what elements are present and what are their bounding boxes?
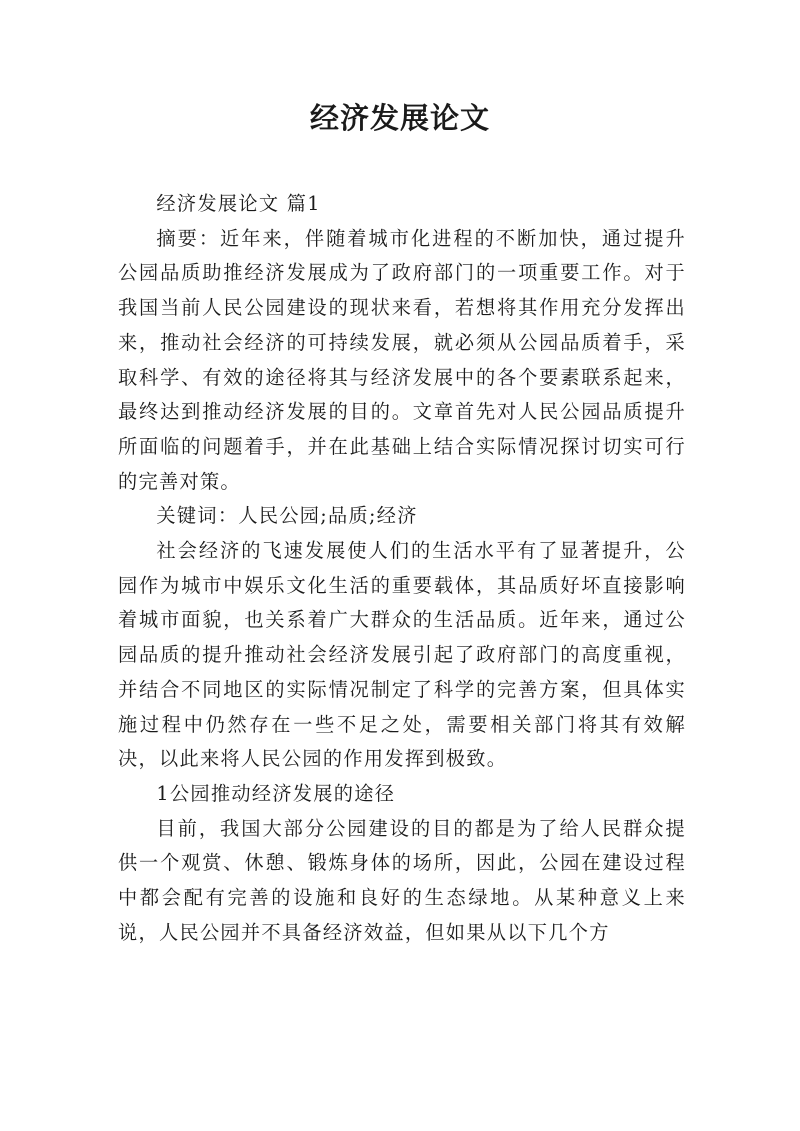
document-title: 经济发展论文 <box>309 101 490 135</box>
subsection-heading: 1公园推动经济发展的途径 <box>156 781 396 805</box>
abstract-paragraph: 摘要：近年来，伴随着城市化进程的不断加快，通过提升公园品质助推经济发展成为了政府部门的一项重要工作。对于我国当前人民公园建设的现状来看，若想将其作用充分发挥出来，推动社会经济的可持续发展，就必须从公园品质着手，采取科学、有效的途径将其与经济发展中的各个要素联系起来，最终达到推动经济发展的目的。文章首先对人民公园品质提升所面临的问题着手，并在此基础上结合实际情况探讨切实可行的完善对策。 <box>118 226 686 493</box>
section-heading: 经济发展论文 篇1 <box>156 192 321 215</box>
document-body <box>118 187 686 950</box>
keywords-paragraph: 关键词：人民公园;品质;经济 <box>156 504 418 528</box>
body-paragraph: 目前，我国大部分公园建设的目的都是为了给人民群众提供一个观赏、休憩、锻炼身体的场所，因此，公园在建设过程中都会配有完善的设施和良好的生态绿地。从某种意义上来说，人民公园并不具备经济效益，但如果从以下几个方 <box>118 816 686 944</box>
intro-paragraph: 社会经济的飞速发展使人们的生活水平有了显著提升，公园作为城市中娱乐文化生活的重要载体，其品质好坏直接影响着城市面貌，也关系着广大群众的生活品质。近年来，通过公园品质的提升推动社会经济发展引起了政府部门的高度重视，并结合不同地区的实际情况制定了科学的完善方案，但具体实施过程中仍然存在一些不足之处，需要相关部门将其有效解决，以此来将人民公园的作用发挥到极致。 <box>118 539 686 771</box>
